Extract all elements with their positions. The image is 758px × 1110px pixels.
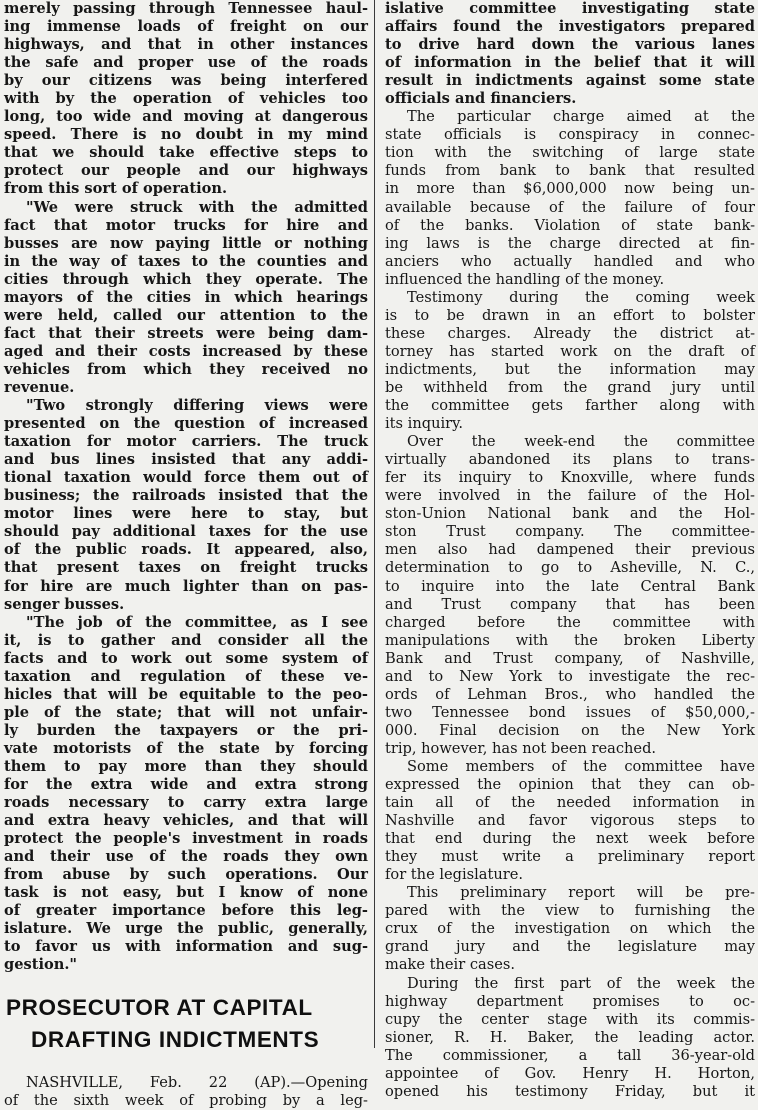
text-line: for hire are much lighter than on pas- (4, 577, 368, 595)
text-line: were involved in the failure of the Hol- (385, 487, 755, 505)
right-paragraph-7 (385, 975, 755, 1101)
text-line: officials and financiers. (385, 90, 577, 108)
text-line: it, is to gather and consider all the (4, 631, 368, 649)
text-line: torney has started work on the draft of (385, 342, 755, 360)
right-paragraph-2 (385, 108, 755, 288)
text-line: anciers who actually handled and who (385, 252, 755, 270)
text-line: islature. We urge the public, generally, (4, 920, 368, 938)
text-line: and bus lines insisted that any addi- (4, 451, 368, 469)
text-line: in the way of taxes to the counties and (4, 252, 368, 270)
text-line: should pay additional taxes for the use (4, 523, 368, 541)
text-line: of information in the belief that it will (385, 54, 755, 72)
text-line: protect our people and our highways (4, 162, 368, 180)
text-line: ing immense loads of freight on our (4, 18, 368, 36)
text-line: fer its inquiry to Knoxville, where funds (385, 469, 755, 487)
text-line: mayors of the cities in which hearings (4, 288, 368, 306)
text-line: available because of the failure of four (385, 198, 755, 216)
text-line: highway department promises to oc- (385, 992, 755, 1010)
text-line: funds from bank to bank that resulted (385, 162, 755, 180)
text-line: of the sixth week of probing by a leg- (4, 1091, 368, 1109)
text-line: busses are now paying little or nothing (4, 234, 368, 252)
text-line: that present taxes on freight trucks (4, 559, 368, 577)
text-line: NASHVILLE, Feb. 22 (AP).—Opening (26, 1073, 368, 1091)
right-column (385, 0, 755, 1100)
text-line: is to be drawn in an effort to bolster (385, 306, 755, 324)
right-paragraph-4 (385, 433, 755, 758)
text-line: that end during the next week before (385, 830, 755, 848)
headline-line-2: DRAFTING INDICTMENTS (31, 1026, 320, 1052)
text-line: aged and their costs increased by these (4, 342, 368, 360)
text-line: protect the people's investment in roads (4, 830, 368, 848)
left-column (4, 0, 368, 1109)
text-line: its inquiry. (385, 415, 464, 433)
text-line: ston-Union National bank and the Hol- (385, 505, 755, 523)
text-line: sioner, R. H. Baker, the leading actor. (385, 1028, 755, 1046)
text-line: for the legislature. (385, 866, 524, 884)
text-line: pared with the view to furnishing the (385, 902, 755, 920)
text-line: influenced the handling of the money. (385, 270, 665, 288)
text-line: vate motorists of the state by forcing (4, 739, 368, 757)
right-paragraph-1 (385, 0, 755, 108)
text-line: affairs found the investigators prepared (385, 18, 755, 36)
text-line: ston Trust company. The committee- (385, 523, 755, 541)
text-line: in more than $6,000,000 now being un- (385, 180, 755, 198)
text-line: Bank and Trust company, of Nashville, (385, 649, 755, 667)
text-line: to inquire into the late Central Bank (385, 577, 755, 595)
text-line: of the public roads. It appeared, also, (4, 541, 368, 559)
left-paragraph-4 (4, 614, 368, 975)
text-line: "The job of the committee, as I see (26, 613, 368, 631)
text-line: gestion." (4, 956, 78, 974)
text-line: to drive hard down the various lanes (385, 36, 755, 54)
text-line: two Tennessee bond issues of $50,000,- (385, 703, 755, 721)
text-line: long, too wide and moving at dangerous (4, 108, 368, 126)
text-line: result in indictments against some state (385, 72, 755, 90)
text-line: by our citizens was being interfered (4, 72, 368, 90)
text-line: During the first part of the week the (407, 974, 755, 992)
text-line: taxation for motor carriers. The truck (4, 433, 368, 451)
text-line: and Trust company that has been (385, 595, 755, 613)
text-line: and to New York to investigate the rec- (385, 667, 755, 685)
text-line: ple of the state; that will not unfair- (4, 703, 368, 721)
text-line: tion with the switching of large state (385, 144, 755, 162)
text-line: highways, and that in other instances (4, 36, 368, 54)
text-line: appointee of Gov. Henry H. Horton, (385, 1064, 755, 1082)
text-line: hicles that will be equitable to the peo- (4, 685, 368, 703)
text-line: they must write a preliminary report (385, 848, 755, 866)
text-line: "We were struck with the admitted (26, 198, 368, 216)
text-line: revenue. (4, 378, 75, 396)
text-line: them to pay more than they should (4, 757, 368, 775)
text-line: merely passing through Tennessee haul- (4, 0, 368, 17)
text-line: Some members of the committee have (407, 757, 755, 775)
text-line: make their cases. (385, 956, 515, 974)
text-line: task is not easy, but I know of none (4, 884, 368, 902)
text-line: taxation and regulation of these ve- (4, 667, 368, 685)
text-line: the safe and proper use of the roads (4, 54, 368, 72)
text-line: Nashville and favor vigorous steps to (385, 812, 755, 830)
left-paragraph-3 (4, 397, 368, 614)
text-line: crux of the investigation on which the (385, 920, 755, 938)
text-line: cities through which they operate. The (4, 270, 368, 288)
text-line: for the extra wide and extra strong (4, 776, 368, 794)
text-line: determination to go to Asheville, N. C., (385, 559, 755, 577)
text-line: these charges. Already the district at- (385, 324, 755, 342)
right-paragraph-5 (385, 758, 755, 884)
text-line: tional taxation would force them out of (4, 469, 368, 487)
left-paragraph-2 (4, 199, 368, 398)
text-line: ly burden the taxpayers or the pri- (4, 721, 368, 739)
text-line: senger busses. (4, 595, 125, 613)
text-line: grand jury and the legislature may (385, 938, 755, 956)
text-line: business; the railroads insisted that the (4, 487, 368, 505)
text-line: facts and to work out some system of (4, 649, 368, 667)
text-line: men also had dampened their previous (385, 541, 755, 559)
text-line: be withheld from the grand jury until (385, 378, 755, 396)
left-paragraph-1 (4, 0, 368, 199)
text-line: from this sort of operation. (4, 180, 228, 198)
text-line: opened his testimony Friday, but it (385, 1082, 755, 1100)
text-line: indictments, but the information may (385, 360, 755, 378)
text-line: from abuse by such operations. Our (4, 866, 368, 884)
text-line: "Two strongly differing views were (26, 397, 368, 415)
text-line: This preliminary report will be pre- (407, 884, 755, 902)
text-line: of the banks. Violation of state bank- (385, 216, 755, 234)
dateline-paragraph (4, 1074, 368, 1110)
text-line: vehicles from which they received no (4, 360, 368, 378)
text-line: The commissioner, a tall 36-year-old (385, 1046, 755, 1064)
text-line: to favor us with information and sug- (4, 938, 368, 956)
text-line: charged before the committee with (385, 613, 755, 631)
text-line: Over the week-end the committee (407, 433, 755, 451)
right-paragraph-3 (385, 289, 755, 433)
text-line: islative committee investigating state (385, 0, 755, 17)
text-line: virtually abandoned its plans to trans- (385, 451, 755, 469)
text-line: and their use of the roads they own (4, 848, 368, 866)
text-line: manipulations with the broken Liberty (385, 631, 755, 649)
text-line: the committee gets farther along with (385, 397, 755, 415)
right-paragraph-6 (385, 884, 755, 974)
text-line: state officials is conspiracy in connec- (385, 126, 755, 144)
text-line: motor lines were here to stay, but (4, 505, 368, 523)
text-line: fact that motor trucks for hire and (4, 216, 368, 234)
text-line: and extra heavy vehicles, and that will (4, 812, 368, 830)
text-line: cupy the center stage with its commis- (385, 1010, 755, 1028)
text-line: that we should take effective steps to (4, 144, 368, 162)
text-line: The particular charge aimed at the (407, 108, 755, 126)
text-line: ing laws is the charge directed at fin- (385, 234, 755, 252)
text-line: roads necessary to carry extra large (4, 794, 368, 812)
text-line: trip, however, has not been reached. (385, 739, 657, 757)
column-divider (374, 0, 375, 1048)
text-line: tain all of the needed information in (385, 794, 755, 812)
text-line: of greater importance before this leg- (4, 902, 368, 920)
headline-line-1: PROSECUTOR AT CAPITAL (6, 994, 313, 1020)
text-line: with by the operation of vehicles too (4, 90, 368, 108)
text-line: speed. There is no doubt in my mind (4, 126, 368, 144)
text-line: presented on the question of increased (4, 415, 368, 433)
text-line: ords of Lehman Bros., who handled the (385, 685, 755, 703)
text-line: fact that their streets were being dam- (4, 324, 368, 342)
text-line: were held, called our attention to the (4, 306, 368, 324)
text-line: Testimony during the coming week (407, 288, 755, 306)
text-line: expressed the opinion that they can ob- (385, 776, 755, 794)
text-line: 000. Final decision on the New York (385, 721, 755, 739)
